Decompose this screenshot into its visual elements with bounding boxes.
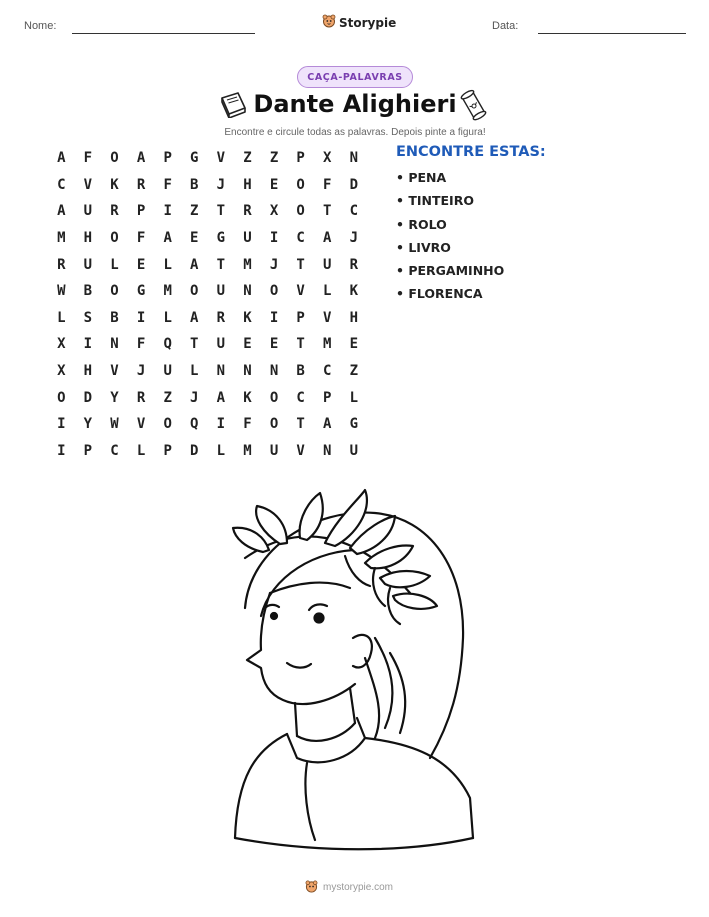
grid-cell[interactable]: E bbox=[269, 176, 279, 193]
grid-cell[interactable]: N bbox=[269, 363, 279, 380]
grid-cell[interactable]: O bbox=[110, 230, 119, 247]
grid-cell[interactable]: M bbox=[163, 283, 172, 300]
grid-cell[interactable]: M bbox=[323, 336, 332, 353]
grid-cell[interactable]: U bbox=[349, 442, 359, 459]
grid-row bbox=[48, 331, 367, 358]
grid-cell[interactable]: U bbox=[216, 283, 226, 300]
grid-cell[interactable]: R bbox=[349, 256, 359, 273]
grid-cell[interactable]: G bbox=[216, 230, 226, 247]
grid-cell[interactable]: I bbox=[57, 416, 66, 433]
grid-cell[interactable]: F bbox=[163, 176, 172, 193]
grid-row bbox=[48, 384, 367, 411]
grid-row bbox=[48, 438, 367, 465]
name-label: Nome: bbox=[24, 20, 57, 32]
grid-cell[interactable]: W bbox=[57, 283, 66, 300]
name-line[interactable] bbox=[72, 33, 255, 34]
grid-cell[interactable]: L bbox=[163, 256, 172, 273]
grid-cell[interactable]: A bbox=[323, 230, 332, 247]
grid-cell[interactable]: B bbox=[83, 283, 93, 300]
dante-portrait-coloring-image[interactable] bbox=[225, 488, 485, 857]
grid-cell[interactable]: P bbox=[136, 203, 146, 220]
storypie-logo-icon bbox=[322, 13, 336, 32]
grid-cell[interactable]: E bbox=[190, 230, 199, 247]
grid-cell[interactable]: A bbox=[323, 416, 332, 433]
grid-cell[interactable]: T bbox=[190, 336, 199, 353]
grid-row bbox=[48, 411, 367, 438]
grid-cell[interactable]: O bbox=[269, 283, 279, 300]
date-label: Data: bbox=[492, 20, 519, 32]
grid-cell[interactable]: H bbox=[83, 230, 93, 247]
grid-cell[interactable]: O bbox=[57, 389, 66, 406]
date-line[interactable] bbox=[538, 33, 686, 34]
grid-cell[interactable]: E bbox=[349, 336, 359, 353]
grid-cell[interactable]: I bbox=[269, 230, 279, 247]
grid-cell[interactable]: R bbox=[243, 203, 252, 220]
word-list bbox=[396, 170, 504, 310]
grid-cell[interactable]: C bbox=[296, 230, 305, 247]
grid-cell[interactable]: V bbox=[323, 309, 332, 326]
grid-cell[interactable]: F bbox=[136, 336, 146, 353]
grid-cell[interactable]: Z bbox=[163, 389, 172, 406]
grid-cell[interactable]: S bbox=[83, 309, 93, 326]
scroll-icon bbox=[460, 88, 488, 128]
grid-cell[interactable]: G bbox=[136, 283, 146, 300]
grid-cell[interactable]: T bbox=[216, 256, 226, 273]
grid-cell[interactable]: T bbox=[323, 203, 332, 220]
word-item: • LIVRO bbox=[396, 239, 451, 255]
grid-cell[interactable]: B bbox=[190, 176, 199, 193]
grid-cell[interactable]: A bbox=[163, 230, 172, 247]
grid-cell[interactable]: D bbox=[349, 176, 359, 193]
grid-cell[interactable]: I bbox=[83, 336, 93, 353]
grid-cell[interactable]: V bbox=[83, 176, 93, 193]
grid-cell[interactable]: T bbox=[296, 256, 305, 273]
grid-cell[interactable]: R bbox=[136, 389, 146, 406]
grid-cell[interactable]: M bbox=[57, 230, 66, 247]
brand-logo bbox=[322, 13, 396, 32]
grid-cell[interactable]: O bbox=[190, 283, 199, 300]
grid-cell[interactable]: Z bbox=[190, 203, 199, 220]
word-item: • TINTEIRO bbox=[396, 193, 474, 209]
word-search-grid[interactable] bbox=[48, 145, 367, 464]
grid-cell[interactable]: G bbox=[349, 416, 359, 433]
grid-cell[interactable]: C bbox=[349, 203, 359, 220]
grid-cell[interactable]: L bbox=[110, 256, 119, 273]
grid-cell[interactable]: C bbox=[296, 389, 305, 406]
grid-cell[interactable]: E bbox=[243, 336, 252, 353]
grid-cell[interactable]: H bbox=[349, 309, 359, 326]
grid-cell[interactable]: A bbox=[190, 256, 199, 273]
grid-cell[interactable]: F bbox=[323, 176, 332, 193]
grid-cell[interactable]: C bbox=[110, 442, 119, 459]
grid-cell[interactable]: O bbox=[269, 389, 279, 406]
grid-cell[interactable]: A bbox=[136, 150, 146, 167]
grid-cell[interactable]: X bbox=[269, 203, 279, 220]
grid-cell[interactable]: B bbox=[296, 363, 305, 380]
grid-cell[interactable]: K bbox=[243, 309, 252, 326]
grid-cell[interactable]: U bbox=[243, 230, 252, 247]
footer-site: mystorypie.com bbox=[323, 882, 394, 893]
grid-cell[interactable]: H bbox=[243, 176, 252, 193]
grid-row bbox=[48, 305, 367, 332]
grid-cell[interactable]: R bbox=[57, 256, 66, 273]
grid-cell[interactable]: N bbox=[110, 336, 119, 353]
grid-cell[interactable]: T bbox=[296, 416, 305, 433]
grid-cell[interactable]: O bbox=[163, 416, 172, 433]
grid-cell[interactable]: L bbox=[136, 442, 146, 459]
grid-cell[interactable]: D bbox=[190, 442, 199, 459]
grid-cell[interactable]: L bbox=[163, 309, 172, 326]
grid-cell[interactable]: R bbox=[110, 203, 119, 220]
grid-cell[interactable]: U bbox=[83, 203, 93, 220]
footer bbox=[305, 878, 393, 897]
grid-cell[interactable]: V bbox=[110, 363, 119, 380]
word-item: • ROLO bbox=[396, 216, 447, 232]
grid-row bbox=[48, 278, 367, 305]
word-item: • FLORENCA bbox=[396, 286, 483, 302]
grid-cell[interactable]: N bbox=[243, 363, 252, 380]
grid-cell[interactable]: T bbox=[296, 336, 305, 353]
grid-cell[interactable]: X bbox=[57, 363, 66, 380]
grid-cell[interactable]: P bbox=[296, 309, 305, 326]
grid-cell[interactable]: N bbox=[349, 150, 359, 167]
grid-row bbox=[48, 172, 367, 199]
word-item: • PERGAMINHO bbox=[396, 263, 505, 279]
grid-cell[interactable]: B bbox=[110, 309, 119, 326]
grid-cell[interactable]: L bbox=[57, 309, 66, 326]
book-icon bbox=[218, 90, 248, 122]
grid-cell[interactable]: R bbox=[216, 309, 226, 326]
grid-cell[interactable]: M bbox=[243, 442, 252, 459]
grid-row bbox=[48, 145, 367, 172]
grid-cell[interactable]: F bbox=[243, 416, 252, 433]
grid-cell[interactable]: W bbox=[110, 416, 119, 433]
grid-cell[interactable]: O bbox=[110, 150, 119, 167]
grid-cell[interactable]: Z bbox=[349, 363, 359, 380]
grid-cell[interactable]: A bbox=[190, 309, 199, 326]
page-title: Dante Alighieri bbox=[253, 90, 457, 118]
grid-cell[interactable]: I bbox=[216, 416, 226, 433]
grid-cell[interactable]: N bbox=[323, 442, 332, 459]
grid-cell[interactable]: J bbox=[136, 363, 146, 380]
grid-cell[interactable]: N bbox=[243, 283, 252, 300]
grid-cell[interactable]: P bbox=[83, 442, 93, 459]
grid-cell[interactable]: C bbox=[323, 363, 332, 380]
grid-cell[interactable]: T bbox=[216, 203, 226, 220]
grid-cell[interactable]: L bbox=[323, 283, 332, 300]
category-badge: CAÇA-PALAVRAS bbox=[297, 66, 413, 88]
grid-cell[interactable]: E bbox=[269, 336, 279, 353]
storypie-logo-icon bbox=[305, 878, 318, 897]
grid-cell[interactable]: I bbox=[57, 442, 66, 459]
grid-cell[interactable]: Q bbox=[163, 336, 172, 353]
grid-cell[interactable]: L bbox=[349, 389, 359, 406]
grid-cell[interactable]: A bbox=[216, 389, 226, 406]
grid-cell[interactable]: U bbox=[269, 442, 279, 459]
grid-cell[interactable]: J bbox=[216, 176, 226, 193]
grid-row bbox=[48, 251, 367, 278]
grid-cell[interactable]: E bbox=[136, 256, 146, 273]
grid-cell[interactable]: K bbox=[349, 283, 359, 300]
grid-cell[interactable]: I bbox=[136, 309, 146, 326]
grid-cell[interactable]: V bbox=[296, 442, 305, 459]
grid-cell[interactable]: M bbox=[243, 256, 252, 273]
instructions-text: Encontre e circule todas as palavras. Depois pinte a figura! bbox=[224, 127, 486, 138]
brand-name: Storypie bbox=[339, 15, 397, 30]
grid-cell[interactable]: U bbox=[323, 256, 332, 273]
grid-cell[interactable]: X bbox=[57, 336, 66, 353]
grid-cell[interactable]: K bbox=[110, 176, 119, 193]
grid-cell[interactable]: A bbox=[57, 150, 66, 167]
grid-cell[interactable]: H bbox=[83, 363, 93, 380]
grid-cell[interactable]: Y bbox=[83, 416, 93, 433]
grid-cell[interactable]: P bbox=[323, 389, 332, 406]
grid-row bbox=[48, 198, 367, 225]
grid-cell[interactable]: V bbox=[296, 283, 305, 300]
grid-cell[interactable]: P bbox=[296, 150, 305, 167]
grid-cell[interactable]: N bbox=[216, 363, 226, 380]
grid-cell[interactable]: U bbox=[216, 336, 226, 353]
grid-cell[interactable]: L bbox=[216, 442, 226, 459]
grid-cell[interactable]: Y bbox=[110, 389, 119, 406]
grid-cell[interactable]: I bbox=[163, 203, 172, 220]
word-item: • PENA bbox=[396, 170, 447, 185]
grid-cell[interactable]: J bbox=[269, 256, 279, 273]
grid-row bbox=[48, 225, 367, 252]
grid-cell[interactable]: J bbox=[190, 389, 199, 406]
grid-cell[interactable]: U bbox=[83, 256, 93, 273]
grid-cell[interactable]: J bbox=[349, 230, 359, 247]
grid-cell[interactable]: O bbox=[269, 416, 279, 433]
grid-row bbox=[48, 358, 367, 385]
grid-cell[interactable]: F bbox=[136, 230, 146, 247]
grid-cell[interactable]: O bbox=[110, 283, 119, 300]
grid-cell[interactable]: O bbox=[296, 176, 305, 193]
header-bar bbox=[0, 0, 709, 50]
grid-cell[interactable]: D bbox=[83, 389, 93, 406]
grid-cell[interactable]: U bbox=[163, 363, 172, 380]
grid-cell[interactable]: V bbox=[136, 416, 146, 433]
grid-cell[interactable]: V bbox=[216, 150, 226, 167]
grid-cell[interactable]: F bbox=[83, 150, 93, 167]
grid-cell[interactable]: R bbox=[136, 176, 146, 193]
grid-cell[interactable]: Z bbox=[269, 150, 279, 167]
grid-cell[interactable]: G bbox=[190, 150, 199, 167]
grid-cell[interactable]: C bbox=[57, 176, 66, 193]
grid-cell[interactable]: O bbox=[296, 203, 305, 220]
grid-cell[interactable]: I bbox=[269, 309, 279, 326]
grid-cell[interactable]: K bbox=[243, 389, 252, 406]
grid-cell[interactable]: L bbox=[190, 363, 199, 380]
grid-cell[interactable]: P bbox=[163, 442, 172, 459]
grid-cell[interactable]: A bbox=[57, 203, 66, 220]
grid-cell[interactable]: Z bbox=[243, 150, 252, 167]
word-list-heading: ENCONTRE ESTAS: bbox=[396, 144, 546, 160]
grid-cell[interactable]: Q bbox=[190, 416, 199, 433]
grid-cell[interactable]: X bbox=[323, 150, 332, 167]
grid-cell[interactable]: P bbox=[163, 150, 172, 167]
